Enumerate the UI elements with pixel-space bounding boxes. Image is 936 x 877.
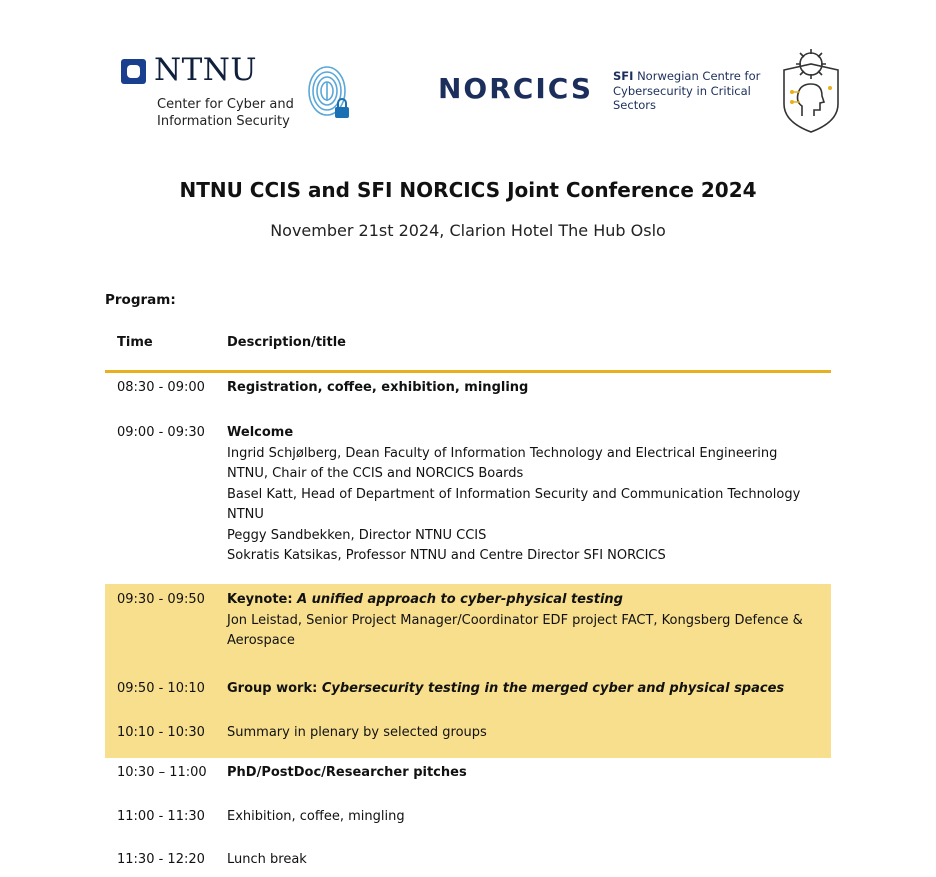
row-title: PhD/PostDoc/Researcher pitches <box>227 765 467 780</box>
norcics-sfi: SFI <box>613 69 634 83</box>
row-line: Peggy Sandbekken, Director NTNU CCIS <box>227 527 487 543</box>
row-line: Jon Leistad, Senior Project Manager/Coordinator EDF project FACT, Kongsberg Defence & Aerospace <box>227 612 803 648</box>
row-time: 09:00 - 09:30 <box>117 425 205 440</box>
column-header-time: Time <box>117 335 153 350</box>
row-title: Registration, coffee, exhibition, mingling <box>227 380 529 395</box>
table-row <box>105 846 831 872</box>
row-title: Lunch break <box>227 852 307 867</box>
row-title-prefix: Group work: <box>227 681 322 696</box>
table-row <box>105 418 831 584</box>
ntnu-wordmark: NTNU <box>154 52 258 88</box>
page-title: NTNU CCIS and SFI NORCICS Joint Conference 2024 <box>179 178 757 202</box>
row-title-prefix: Keynote: <box>227 592 298 607</box>
table-row <box>105 679 831 723</box>
norcics-subtitle <box>613 69 773 113</box>
row-title: Welcome <box>227 425 294 440</box>
row-time: 08:30 - 09:00 <box>117 380 205 395</box>
row-line: Basel Katt, Head of Department of Information Security and Communication Technology NTNU <box>227 486 801 522</box>
shield-gear-head-icon <box>780 44 842 134</box>
ccis-line-2: Information Security <box>157 114 290 129</box>
row-line: Sokratis Katsikas, Professor NTNU and Centre Director SFI NORCICS <box>227 548 666 563</box>
table-row <box>105 373 831 418</box>
norcics-centre-name: Norwegian Centre for Cybersecurity in Critical Sectors <box>613 69 761 112</box>
row-time: 09:50 - 10:10 <box>117 681 205 696</box>
row-title: Exhibition, coffee, mingling <box>227 809 405 824</box>
ccis-line-1: Center for Cyber and <box>157 97 294 112</box>
row-time: 09:30 - 09:50 <box>117 592 205 607</box>
row-line: Ingrid Schjølberg, Dean Faculty of Information Technology and Electrical Engineering NTNU, Chair of the CCIS and NORCICS Boards <box>227 445 778 481</box>
table-row <box>105 758 831 803</box>
row-title-italic: Cybersecurity testing in the merged cyber and physical spaces <box>321 681 785 696</box>
page-subtitle: November 21st 2024, Clarion Hotel The Hub Oslo <box>270 221 666 240</box>
column-header-description: Description/title <box>227 335 346 350</box>
fingerprint-lock-icon <box>301 61 357 127</box>
ntnu-ccis-logo <box>121 52 371 135</box>
row-title: Summary in plenary by selected groups <box>227 725 487 740</box>
norcics-logo <box>438 69 858 142</box>
row-time: 11:00 - 11:30 <box>117 809 205 824</box>
ntnu-square-icon <box>121 59 146 84</box>
norcics-wordmark: NORCICS <box>438 72 593 105</box>
row-time: 10:10 - 10:30 <box>117 725 205 740</box>
program-heading: Program: <box>105 292 176 308</box>
row-time: 10:30 – 11:00 <box>117 765 207 780</box>
row-description <box>227 679 817 700</box>
ccis-name <box>157 96 307 130</box>
highlighted-session-block <box>105 584 831 758</box>
program-table <box>105 326 831 872</box>
table-header <box>105 326 831 373</box>
row-title-italic: A unified approach to cyber-physical testing <box>297 592 623 607</box>
row-time: 11:30 - 12:20 <box>117 852 205 867</box>
row-description <box>227 590 817 652</box>
table-row <box>105 584 831 679</box>
row-description <box>227 423 817 567</box>
table-row <box>105 803 831 846</box>
